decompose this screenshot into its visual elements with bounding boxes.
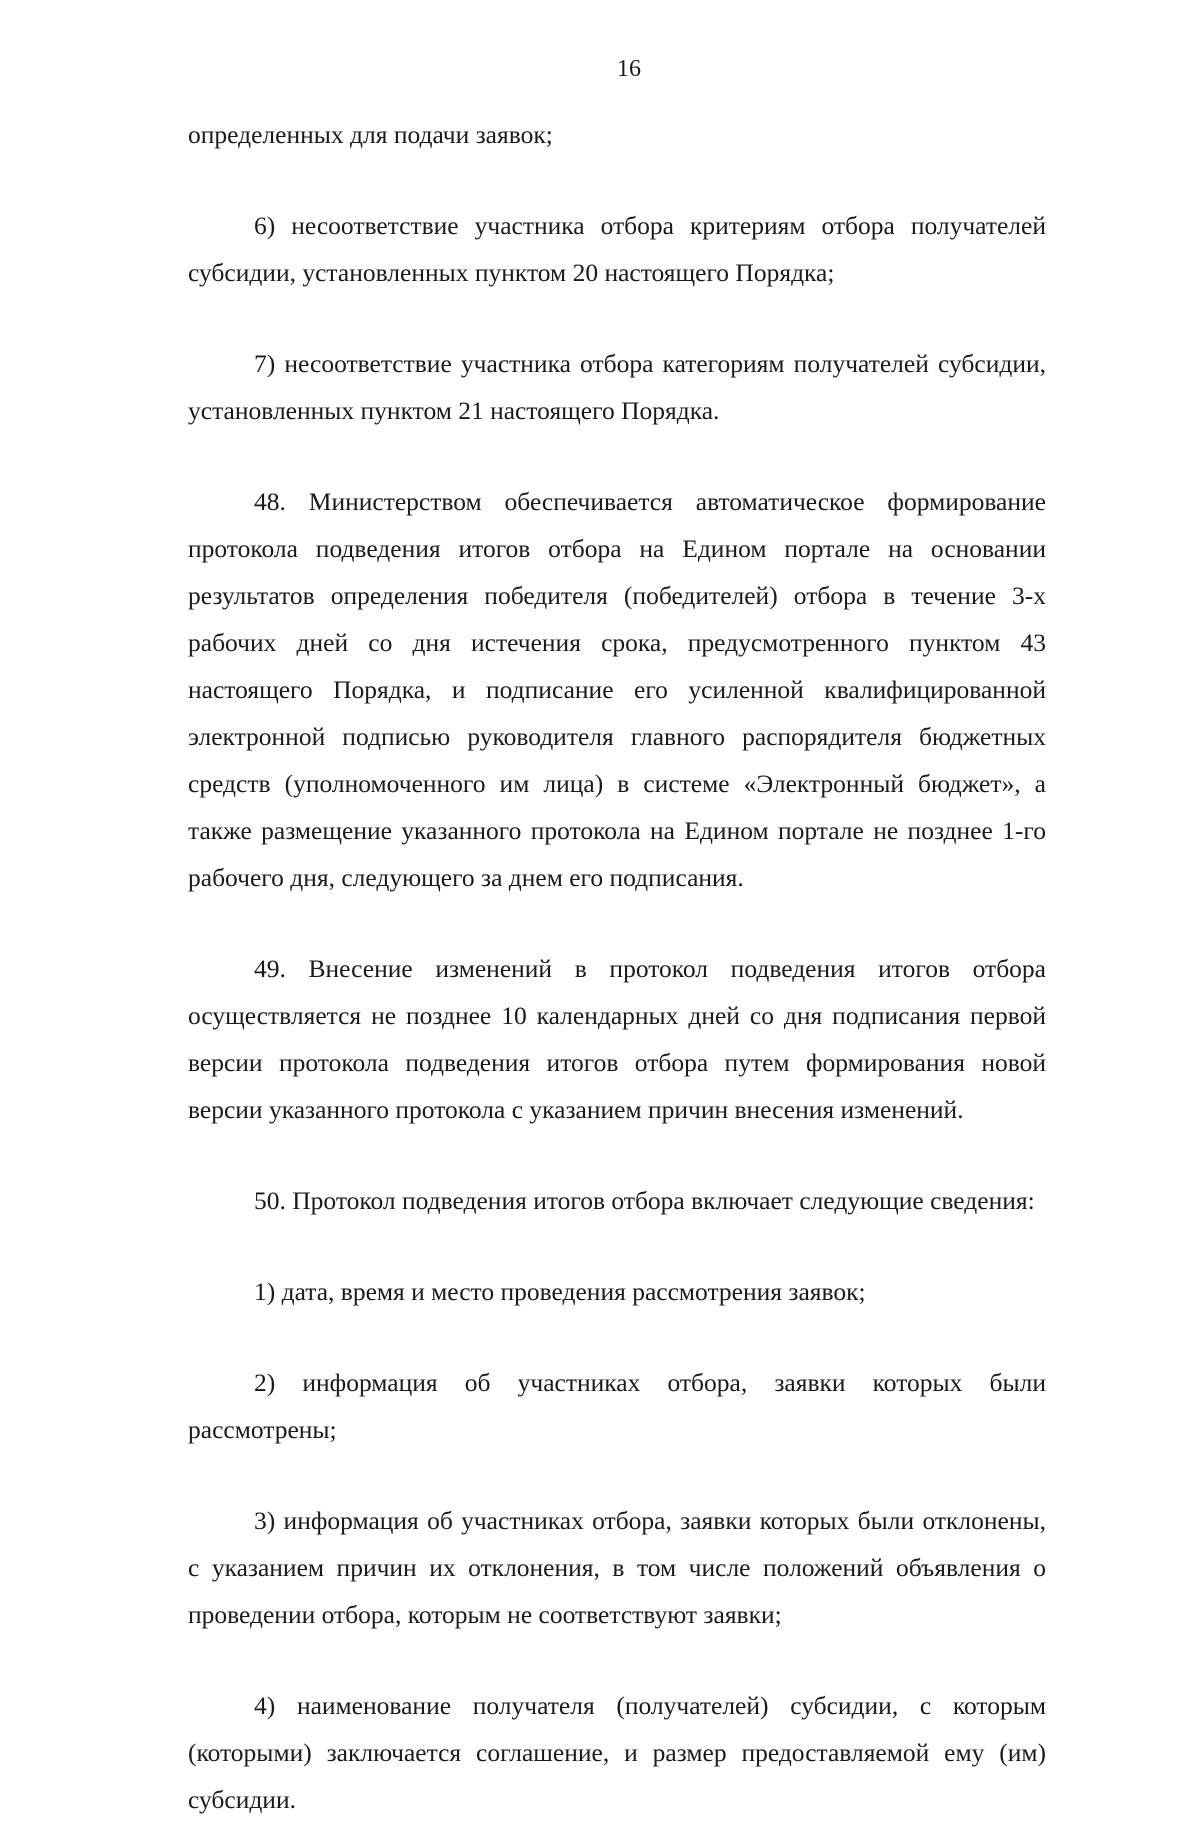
paragraph: 6) несоответствие участника отбора критериям отбора получателей субсидии, установленных пунктом 20 настоящего Порядка; [188,211,1046,287]
paragraph: 1) дата, время и место проведения рассмотрения заявок; [254,1277,866,1306]
paragraph: 7) несоответствие участника отбора категориям получателей субсидии, установленных пунктом 21 настоящего Порядка. [188,349,1046,425]
paragraph: 4) наименование получателя (получателей) субсидии, с которым (которыми) заключается соглашение, и размер предоставляемой ему (им) субсидии. [188,1691,1046,1814]
paragraph: определенных для подачи заявок; [188,120,553,149]
page-number: 16 [617,56,641,82]
document-body [188,111,1046,1823]
paragraph: 3) информация об участниках отбора, заявки которых были отклонены, с указанием причин их отклонения, в том числе положений объявления о проведении отбора, которым не соответствуют заявки; [188,1506,1046,1629]
paragraph: 2) информация об участниках отбора, заявки которых были рассмотрены; [188,1368,1046,1444]
paragraph: 49. Внесение изменений в протокол подведения итогов отбора осуществляется не позднее 10 календарных дней со дня подписания первой версии протокола подведения итогов отбора путем формирования новой версии указанного протокола с указанием причин внесения изменений. [188,954,1046,1124]
paragraph: 50. Протокол подведения итогов отбора включает следующие сведения: [254,1186,1035,1215]
paragraph: 48. Министерством обеспечивается автоматическое формирование протокола подведения итогов отбора на Едином портале на основании результатов определения победителя (победителей) отбора в течение 3-х рабочих дней со дня истечения срока, предусмотренного пунктом 43 настоящего Порядка, и подписание его усиленной квалифицированной электронной подписью руководителя главного распорядителя бюджетных средств (уполномоченного им лица) в системе «Электронный бюджет», а также размещение указанного протокола на Едином портале не позднее 1-го рабочего дня, следующего за днем его подписания. [188,487,1046,892]
